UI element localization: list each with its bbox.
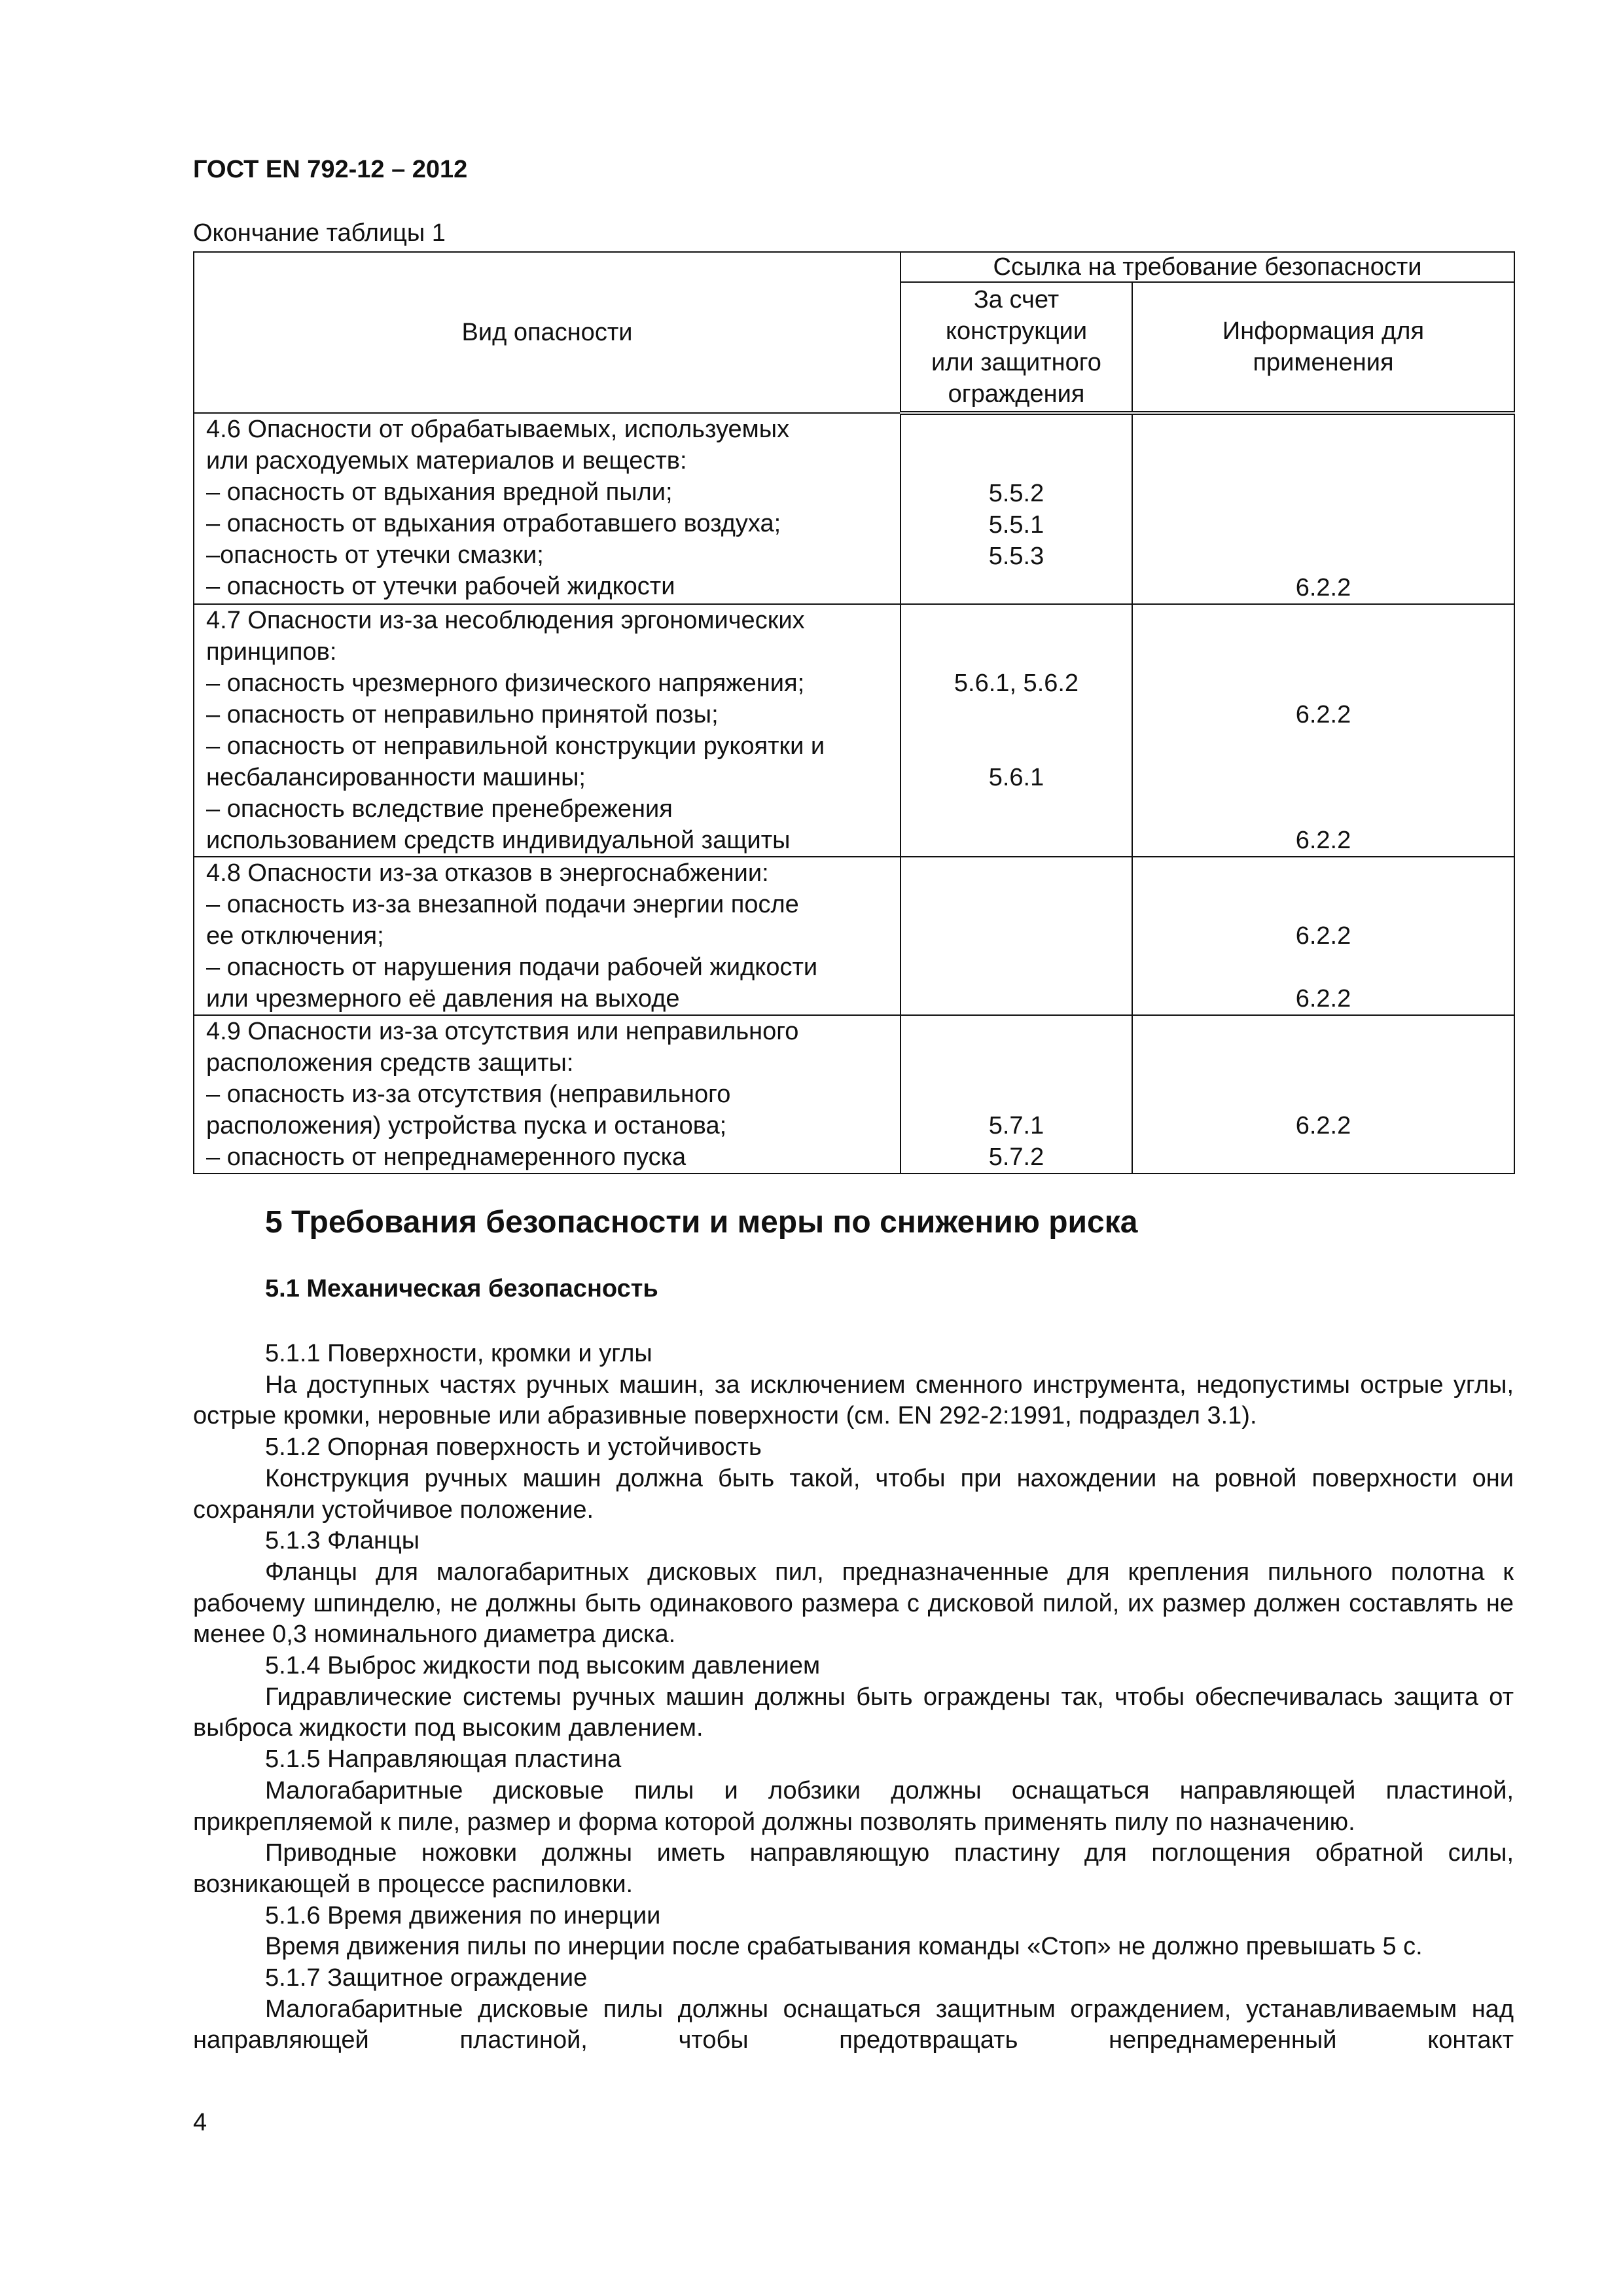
info-ref-line <box>1145 636 1502 668</box>
hazard-line: 4.6 Опасности от обрабатываемых, используемых <box>206 416 790 443</box>
design-ref-line <box>913 1016 1120 1047</box>
design-column-header <box>901 282 1132 413</box>
clause-paragraph: Конструкция ручных машин должна быть такой, чтобы при нахождении на ровной поверхности они сохраняли устойчивое положение. <box>193 1464 1514 1524</box>
hazard-cell <box>194 857 901 1015</box>
info-ref-line: 6.2.2 <box>1295 701 1351 728</box>
info-ref-line: 6.2.2 <box>1295 922 1351 950</box>
hazard-line: расположения) устройства пуска и останова; <box>206 1112 727 1139</box>
table-header-row <box>194 252 1514 282</box>
design-ref-cell <box>901 413 1132 604</box>
design-ref-line <box>913 952 1120 983</box>
table-row <box>194 413 1514 604</box>
table-row <box>194 1015 1514 1174</box>
design-ref-line <box>913 730 1120 762</box>
design-ref-line <box>913 920 1120 952</box>
hazard-line: или расходуемых материалов и веществ: <box>206 447 687 475</box>
clause-heading: 5.1.1 Поверхности, кромки и углы <box>265 1340 652 1367</box>
design-header-line: конструкции <box>945 317 1088 345</box>
hazard-line: ее отключения; <box>206 922 384 950</box>
design-ref-line <box>913 1079 1120 1110</box>
info-ref-line <box>1145 415 1502 446</box>
info-ref-cell <box>1132 1015 1514 1174</box>
info-ref-line <box>1145 730 1502 762</box>
hazard-line: – опасность от неправильно принятой позы; <box>206 701 719 728</box>
clause-paragraph: Малогабаритные дисковые пилы и лобзики должны оснащаться направляющей пластиной, прикрепляемой к пиле, размер и форма которой должны позволять применять пилу по назначению. <box>193 1776 1514 1836</box>
hazard-line: – опасность вследствие пренебрежения <box>206 795 673 823</box>
hazard-line: принципов: <box>206 638 337 666</box>
hazard-line: 4.7 Опасности из-за несоблюдения эргономических <box>206 607 805 634</box>
table-row <box>194 857 1514 1015</box>
info-ref-line <box>1145 668 1502 699</box>
hazard-cell <box>194 413 901 604</box>
clause-paragraph: Время движения пилы по инерции после срабатывания команды «Стоп» не должно превышать 5 с. <box>265 1933 1423 1961</box>
table-body <box>194 413 1514 1174</box>
table-row <box>194 604 1514 857</box>
hazard-line: – опасность из-за внезапной подачи энергии после <box>206 891 799 918</box>
design-header-line: или защитного <box>931 349 1101 376</box>
design-ref-line <box>913 1047 1120 1079</box>
clause-paragraph: На доступных частях ручных машин, за исключением сменного инструмента, недопустимы острые углы, острые кромки, неровные или абразивные поверхности (см. EN 292-2:1991, подраздел 3.1). <box>193 1371 1514 1430</box>
design-ref-line <box>913 572 1120 603</box>
info-ref-line <box>1145 1079 1502 1110</box>
hazard-line: использованием средств индивидуальной защиты <box>206 827 791 854</box>
clause-heading: 5.1.7 Защитное ограждение <box>265 1964 588 1992</box>
clause-heading: 5.1.3 Фланцы <box>265 1527 420 1555</box>
info-ref-line <box>1145 1141 1502 1173</box>
design-ref-line <box>913 699 1120 730</box>
design-ref-line <box>913 605 1120 636</box>
hazard-line: – опасность от нарушения подачи рабочей жидкости <box>206 954 818 981</box>
design-ref-line <box>913 793 1120 825</box>
clause-paragraph: Приводные ножовки должны иметь направляющую пластину для поглощения обратной силы, возникающей в процессе распиловки. <box>193 1839 1514 1898</box>
hazard-line: –опасность от утечки смазки; <box>206 541 544 569</box>
reference-group-header: Ссылка на требование безопасности <box>901 252 1514 282</box>
design-ref-line: 5.7.1 <box>988 1112 1044 1139</box>
design-ref-line <box>913 825 1120 856</box>
clause-paragraph: Фланцы для малогабаритных дисковых пил, предназначенные для крепления пильного полотна к рабочему шпинделю, не должны быть одинакового размера с дисковой пилой, их размер должен составлять не менее 0,3 номинального диаметра диска. <box>193 1558 1514 1649</box>
hazard-line: 4.9 Опасности из-за отсутствия или неправильного <box>206 1018 799 1045</box>
info-ref-line <box>1145 509 1502 541</box>
document-code-header: ГОСТ EN 792-12 – 2012 <box>193 156 468 183</box>
design-ref-line <box>913 983 1120 1014</box>
info-ref-line: 6.2.2 <box>1295 985 1351 1013</box>
hazard-cell <box>194 604 901 857</box>
info-ref-line <box>1145 1016 1502 1047</box>
hazards-table <box>193 251 1515 1174</box>
design-ref-cell <box>901 604 1132 857</box>
hazard-line: – опасность от вдыхания отработавшего воздуха; <box>206 510 781 537</box>
hazard-column-header: Вид опасности <box>194 252 901 413</box>
info-header-line: применения <box>1253 349 1394 376</box>
table-caption: Окончание таблицы 1 <box>193 219 446 247</box>
clause-heading: 5.1.5 Направляющая пластина <box>265 1746 622 1774</box>
info-header-line: Информация для <box>1222 317 1425 345</box>
design-ref-line: 5.5.2 <box>988 480 1044 507</box>
info-ref-line <box>1145 952 1502 983</box>
info-ref-line <box>1145 793 1502 825</box>
info-ref-line <box>1145 1047 1502 1079</box>
design-ref-line <box>913 889 1120 920</box>
clause-heading: 5.1.2 Опорная поверхность и устойчивость <box>265 1433 762 1462</box>
clause-heading: 5.1.4 Выброс жидкости под высоким давлением <box>265 1652 821 1680</box>
design-header-line: За счет <box>973 286 1060 314</box>
design-ref-line: 5.6.1 <box>988 764 1044 791</box>
clause-paragraph: Гидравлические системы ручных машин должны быть ограждены так, чтобы обеспечивалась защита от выброса жидкости под высоким давлением. <box>193 1683 1514 1742</box>
info-ref-line <box>1145 478 1502 509</box>
info-ref-line <box>1145 857 1502 889</box>
info-column-header <box>1132 282 1514 413</box>
hazard-line: 4.8 Опасности из-за отказов в энергоснабжении: <box>206 859 769 887</box>
info-ref-cell <box>1132 413 1514 604</box>
design-ref-cell <box>901 857 1132 1015</box>
design-ref-line <box>913 857 1120 889</box>
hazard-line: – опасность от неправильной конструкции рукоятки и <box>206 732 825 760</box>
design-ref-line: 5.6.1, 5.6.2 <box>954 670 1079 697</box>
design-ref-line: 5.5.1 <box>988 511 1044 539</box>
info-ref-line <box>1145 541 1502 572</box>
info-ref-line <box>1145 605 1502 636</box>
hazard-line: несбалансированности машины; <box>206 764 586 791</box>
hazard-line: – опасность чрезмерного физического напряжения; <box>206 670 805 697</box>
design-ref-line <box>913 415 1120 446</box>
hazard-line: – опасность из-за отсутствия (неправильного <box>206 1081 731 1108</box>
hazard-line: или чрезмерного её давления на выходе <box>206 985 680 1013</box>
info-ref-line: 6.2.2 <box>1295 574 1351 601</box>
design-header-line: ограждения <box>948 380 1085 408</box>
info-ref-line <box>1145 762 1502 793</box>
hazard-cell <box>194 1015 901 1174</box>
info-ref-cell <box>1132 857 1514 1015</box>
info-ref-line: 6.2.2 <box>1295 827 1351 854</box>
info-ref-line <box>1145 446 1502 478</box>
design-ref-line: 5.5.3 <box>988 543 1044 570</box>
hazard-line: – опасность от непреднамеренного пуска <box>206 1143 687 1171</box>
section-body <box>193 1338 1514 2056</box>
design-ref-line: 5.7.2 <box>988 1143 1044 1171</box>
clause-heading: 5.1.6 Время движения по инерции <box>265 1901 661 1929</box>
info-ref-line: 6.2.2 <box>1295 1112 1351 1139</box>
design-ref-line <box>913 446 1120 478</box>
design-ref-line <box>913 636 1120 668</box>
section-title: 5 Требования безопасности и меры по снижению риска <box>265 1205 1138 1240</box>
info-ref-line <box>1145 889 1502 920</box>
hazard-line: – опасность от вдыхания вредной пыли; <box>206 478 673 506</box>
info-ref-cell <box>1132 604 1514 857</box>
page-number: 4 <box>193 2109 207 2136</box>
hazard-line: расположения средств защиты: <box>206 1049 574 1077</box>
clause-paragraph: Малогабаритные дисковые пилы должны оснащаться защитным ограждением, устанавливаемым над направляющей пластиной, чтобы предотвращать непреднамеренный контакт <box>193 1995 1514 2054</box>
design-ref-cell <box>901 1015 1132 1174</box>
hazard-line: – опасность от утечки рабочей жидкости <box>206 573 675 600</box>
subsection-title: 5.1 Механическая безопасность <box>265 1275 658 1302</box>
